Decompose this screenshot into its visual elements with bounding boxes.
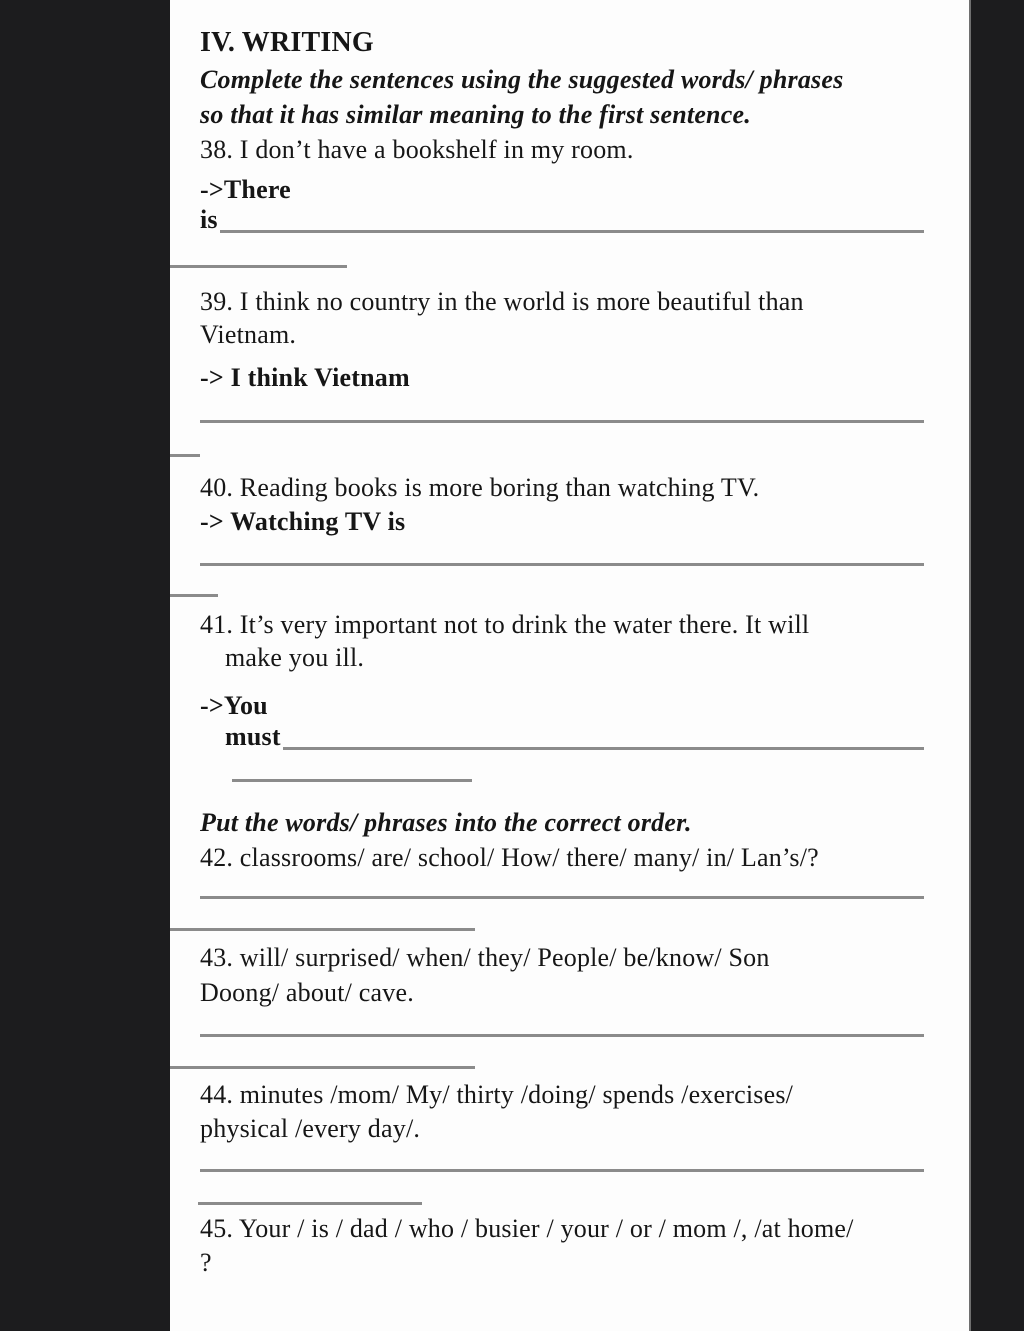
answer-blank-line [200,896,924,899]
question-38-prompt: ->There [200,175,291,204]
answer-blank-line [170,1066,475,1069]
question-41-text-line-2: make you ill. [225,643,365,672]
answer-blank-line [198,1202,422,1205]
answer-blank-line [170,265,347,268]
question-44-text-line-1: 44. minutes /mom/ My/ thirty /doing/ spends /exercises/ [200,1080,794,1109]
instruction-line-1: Complete the sentences using the suggested words/ phrases [200,65,844,94]
question-41-prompt-word: must [225,722,281,751]
question-43-text-line-1: 43. will/ surprised/ when/ they/ People/ be/know/ Son [200,943,770,972]
answer-blank-line [283,747,924,750]
answer-blank-line [200,563,924,566]
answer-blank-line [170,454,200,457]
question-42-text: 42. classrooms/ are/ school/ How/ there/ many/ in/ Lan’s/? [200,843,819,872]
answer-blank-line [200,420,924,423]
question-41-text-line-1: 41. It’s very important not to drink the water there. It will [200,610,810,639]
question-45-text-line-2: ? [200,1248,212,1277]
order-instruction: Put the words/ phrases into the correct order. [200,808,692,837]
question-40-prompt: -> Watching TV is [200,507,406,536]
answer-blank-line [170,594,218,597]
question-40-text: 40. Reading books is more boring than watching TV. [200,473,760,502]
section-title: IV. WRITING [200,27,374,58]
answer-blank-line [200,1169,924,1172]
question-39-text-line-1: 39. I think no country in the world is more beautiful than [200,287,804,316]
question-43-text-line-2: Doong/ about/ cave. [200,978,414,1007]
right-dark-margin [969,0,1024,1331]
question-44-text-line-2: physical /every day/. [200,1114,421,1143]
question-38-answer-row [200,203,924,236]
question-39-prompt: -> I think Vietnam [200,363,410,392]
question-38-text: 38. I don’t have a bookshelf in my room. [200,135,634,164]
left-dark-margin [0,0,170,1331]
answer-blank-line [200,1034,924,1037]
answer-blank-line [232,779,472,782]
question-38-prompt-word: is [200,205,218,234]
worksheet-page [170,0,969,1331]
question-45-text-line-1: 45. Your / is / dad / who / busier / your / or / mom /, /at home/ [200,1214,854,1243]
question-41-prompt: ->You [200,691,268,720]
answer-blank-line [170,928,475,931]
instruction-line-2: so that it has similar meaning to the first sentence. [200,100,751,129]
question-41-answer-row [225,720,924,753]
question-39-text-line-2: Vietnam. [200,320,297,349]
answer-blank-line [220,230,924,233]
